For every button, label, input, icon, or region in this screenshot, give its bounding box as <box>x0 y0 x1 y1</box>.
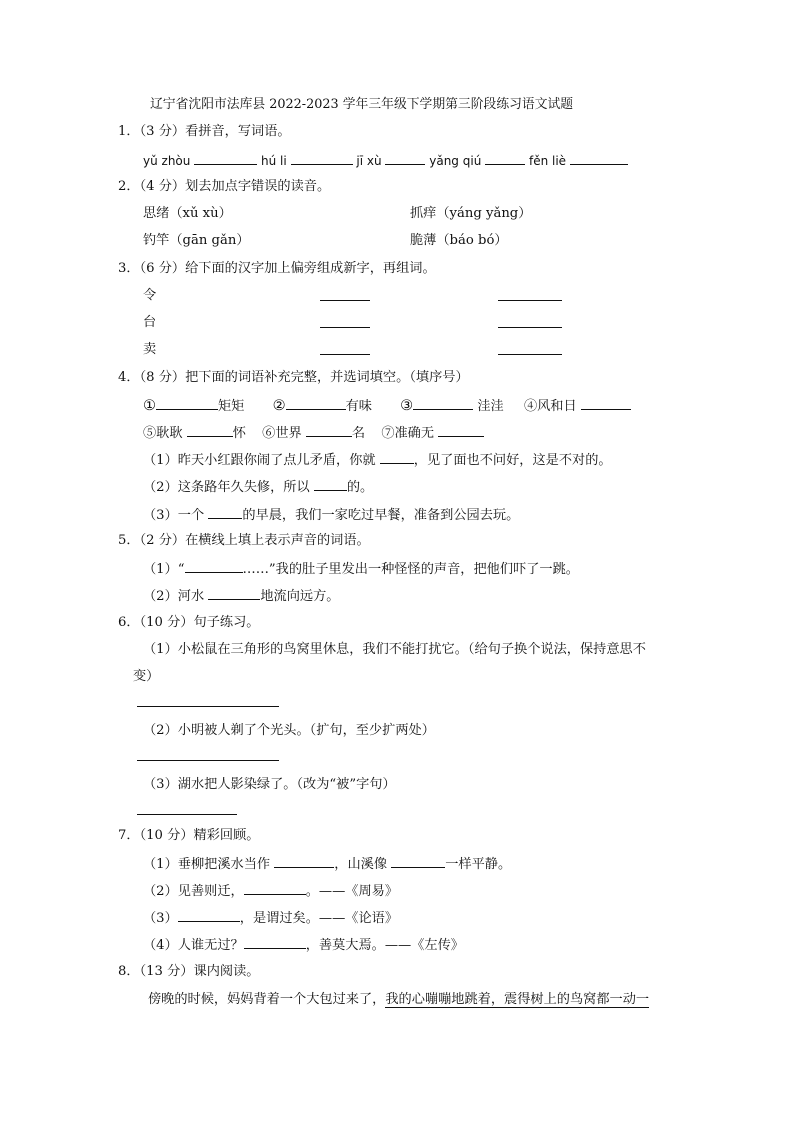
q4-sentence-3 <box>143 505 519 525</box>
q1-pinyin-2: hú li <box>261 154 287 168</box>
q4-word-6: ⑥世界 <box>262 426 302 441</box>
q7-s1-blank-1[interactable] <box>274 854 334 868</box>
q7-s3-blank[interactable] <box>178 908 240 922</box>
q4-blank-5[interactable] <box>187 423 233 437</box>
q6-answer-line-3[interactable] <box>137 801 237 815</box>
q7-s2-text-a: （2）见善则迁， <box>143 884 244 899</box>
q2-heading: 2．（4 分）划去加点字错误的读音。 <box>118 179 331 194</box>
q4-sentence-2 <box>143 477 373 497</box>
q4-word-7: ⑦准确无 <box>381 426 435 441</box>
q5-heading: 5．（2 分）在横线上填上表示声音的词语。 <box>118 533 370 548</box>
q1-blank-2[interactable] <box>291 151 353 165</box>
q3-blank-1a[interactable] <box>320 287 370 301</box>
q4-num-1: ① <box>143 398 156 414</box>
q5-sentence-2 <box>143 586 339 606</box>
q3-blank-1b[interactable] <box>498 287 562 301</box>
q2-item-3: 钓竿（gān gǎn） <box>143 233 250 248</box>
q1-blank-3[interactable] <box>385 151 425 165</box>
q7-s4-blank[interactable] <box>244 935 306 949</box>
q1-pinyin-4: yǎng qiú <box>429 154 482 168</box>
q7-s1-blank-2[interactable] <box>391 854 445 868</box>
q3-blank-3b[interactable] <box>498 341 562 355</box>
q1-blank-4[interactable] <box>485 151 525 165</box>
q7-s1-text-b: ，山溪像 <box>334 857 388 872</box>
q2-item-4: 脆薄（báo bó） <box>410 233 508 248</box>
q4-s1-blank[interactable] <box>380 450 414 464</box>
q4-word-2: 有味 <box>345 399 372 414</box>
q7-s4-text-b: ，善莫大焉。——《左传》 <box>305 938 464 953</box>
q8-heading: 8．（13 分）课内阅读。 <box>118 964 260 979</box>
q4-num-2: ② <box>272 398 286 414</box>
q4-s1-text-a: （1）昨天小红跟你闹了点儿矛盾，你就 <box>143 453 376 468</box>
q4-word-5b: 怀 <box>232 426 246 441</box>
q8-passage <box>148 991 649 1009</box>
q4-sentence-1 <box>143 450 612 470</box>
q3-blank-3a[interactable] <box>320 341 370 355</box>
q1-pinyin-3: jī xù <box>356 154 382 168</box>
q3-char-1: 令 <box>143 288 157 303</box>
q6-answer-line-1[interactable] <box>137 693 279 707</box>
q6-sentence-1b: 变） <box>133 669 160 684</box>
q5-s1-text-a: （1）“ <box>143 562 185 577</box>
q5-sentence-1 <box>143 559 579 579</box>
q7-s2-text-b: 。——《周易》 <box>305 884 399 899</box>
q8-underlined-sentence: 我的心嘣嘣地跳着，震得树上的鸟窝都一动一 <box>385 992 650 1007</box>
q7-s3-text-b: ，是谓过矣。——《论语》 <box>239 911 399 926</box>
q6-sentence-1a: （1）小松鼠在三角形的鸟窝里休息，我们不能打扰它。（给句子换个说法，保持意思不 <box>143 642 646 657</box>
q4-s3-text-b: 的早晨，我们一家吃过早餐，准备到公园去玩。 <box>242 508 520 523</box>
q4-blank-6[interactable] <box>306 423 352 437</box>
q5-s1-blank[interactable] <box>185 559 243 573</box>
q4-s3-text-a: （3）一个 <box>143 508 205 523</box>
q1-blank-5[interactable] <box>570 151 628 165</box>
q4-blank-1[interactable] <box>156 396 218 410</box>
page-title: 辽宁省沈阳市法库县 2022-2023 学年三年级下学期第三阶段练习语文试题 <box>150 97 574 112</box>
q1-heading: 1．（3 分）看拼音，写词语。 <box>118 124 291 139</box>
q1-pinyin-row <box>143 151 628 170</box>
q4-word-1: 矩矩 <box>218 399 245 414</box>
q1-pinyin-5: fěn liè <box>528 154 567 168</box>
q2-item-1: 思绪（xǔ xù） <box>143 206 232 221</box>
q7-heading: 7．（10 分）精彩回顾。 <box>118 828 260 843</box>
q5-s2-blank[interactable] <box>208 586 260 600</box>
q4-word-3: 洼洼 <box>477 399 504 414</box>
q4-s1-text-b: ，见了面也不问好，这是不对的。 <box>413 453 612 468</box>
q3-char-2: 台 <box>143 315 157 330</box>
q7-sentence-4 <box>143 935 464 955</box>
q4-s2-text-a: （2）这条路年久失修，所以 <box>143 480 310 495</box>
q4-word-5: ⑤耿耿 <box>143 426 183 441</box>
q7-sentence-2 <box>143 881 398 901</box>
q5-s1-text-b: ……”我的肚子里发出一种怪怪的声音，把他们吓了一跳。 <box>242 562 579 577</box>
q4-row-1 <box>143 396 631 416</box>
q7-s1-text-c: 一样平静。 <box>445 857 512 872</box>
q4-s2-text-b: 的。 <box>346 480 374 495</box>
q3-heading: 3．（6 分）给下面的汉字加上偏旁组成新字，再组词。 <box>118 261 436 276</box>
q4-blank-7[interactable] <box>438 423 484 437</box>
q7-s2-blank[interactable] <box>244 881 306 895</box>
q4-heading: 4．（8 分）把下面的词语补充完整，并选词填空。（填序号） <box>118 370 469 385</box>
q6-sentence-2: （2）小明被人剃了个光头。（扩句，至少扩两处） <box>143 723 435 738</box>
q1-pinyin-1: yǔ zhòu <box>143 154 191 168</box>
q4-s3-blank[interactable] <box>208 505 242 519</box>
q3-blank-2a[interactable] <box>320 314 370 328</box>
q4-row-2 <box>143 423 484 443</box>
q4-s2-blank[interactable] <box>314 477 347 491</box>
q4-word-6b: 名 <box>351 426 366 441</box>
q8-passage-text: 傍晚的时候，妈妈背着一个大包过来了， <box>148 992 386 1007</box>
q3-char-3: 卖 <box>143 342 157 357</box>
q6-heading: 6．（10 分）句子练习。 <box>118 615 260 630</box>
q4-blank-4[interactable] <box>581 396 631 410</box>
q3-blank-2b[interactable] <box>498 314 562 328</box>
q4-num-3: ③ <box>400 398 414 414</box>
q2-item-2: 抓痒（yáng yǎng） <box>410 206 532 221</box>
q4-blank-3[interactable] <box>413 396 473 410</box>
q6-sentence-3: （3）湖水把人影染绿了。（改为“被”字句） <box>143 777 396 792</box>
q5-s2-text-b: 地流向远方。 <box>260 589 340 604</box>
q4-word-4: ④风和日 <box>523 399 577 414</box>
q7-s1-text-a: （1）垂柳把溪水当作 <box>143 857 271 872</box>
q1-blank-1[interactable] <box>194 151 257 165</box>
q5-s2-text-a: （2）河水 <box>143 589 205 604</box>
q4-blank-2[interactable] <box>286 396 346 410</box>
q7-s3-text-a: （3） <box>143 911 178 926</box>
q7-sentence-3 <box>143 908 398 928</box>
q7-s4-text-a: （4）人谁无过？ <box>143 938 244 953</box>
q7-sentence-1 <box>143 854 511 874</box>
q6-answer-line-2[interactable] <box>137 747 279 761</box>
